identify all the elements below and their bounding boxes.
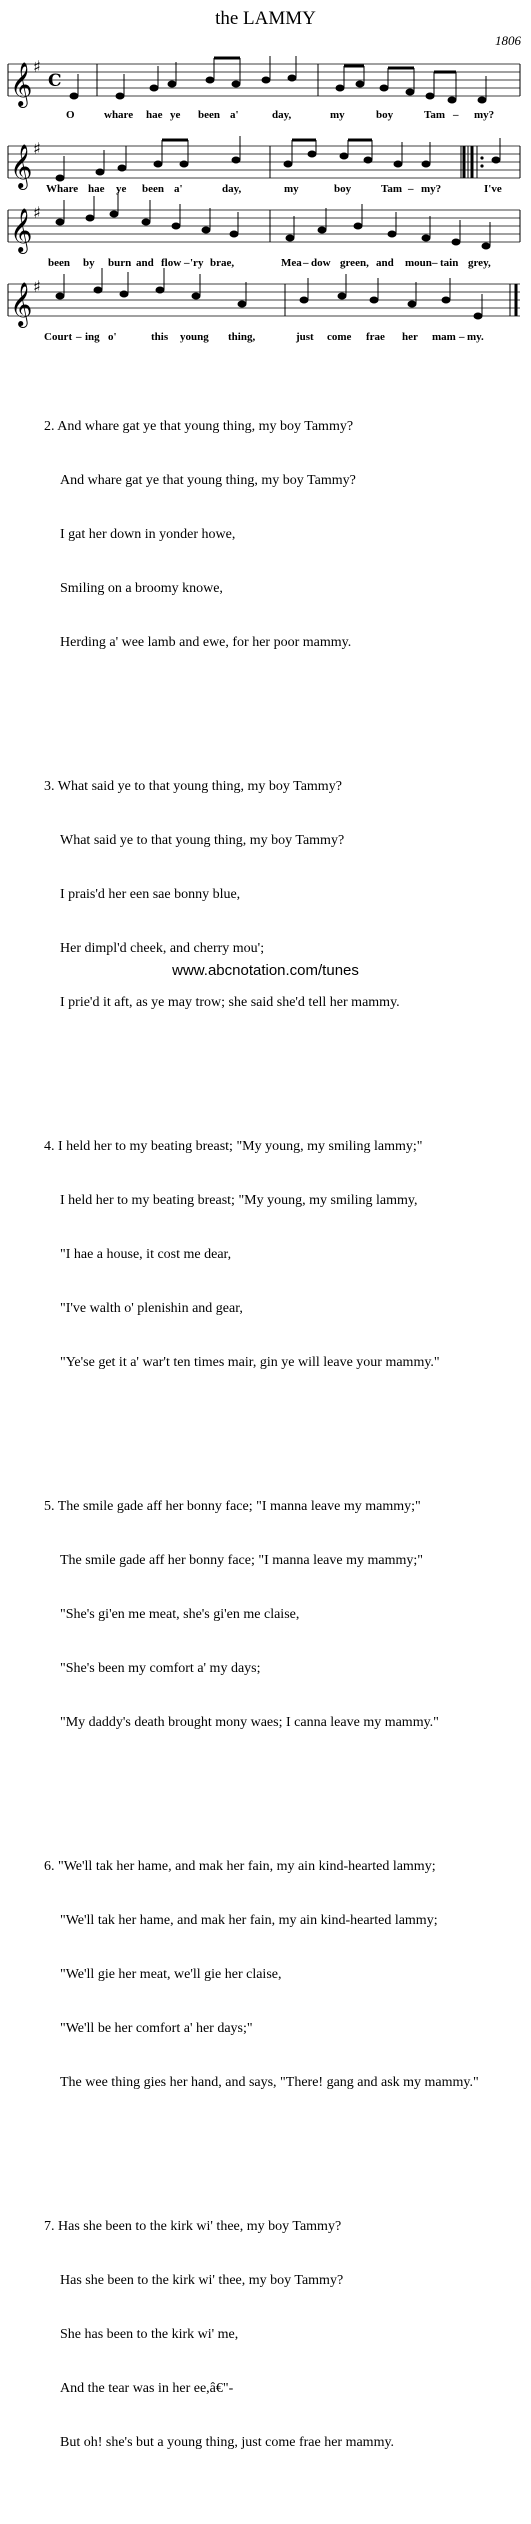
verse-6 <box>44 1822 479 2128</box>
lyric-syllable: and <box>136 257 154 269</box>
verse-7 <box>44 2182 479 2488</box>
treble-clef-icon: 𝄞 <box>10 208 33 252</box>
lyrics-line-2 <box>46 183 502 195</box>
lyric-syllable: Tam <box>424 109 445 121</box>
verse-line: "I've walth o' plenishin and gear, <box>60 1301 243 1316</box>
verse-2 <box>44 382 479 688</box>
verse-line: She has been to the kirk wi' me, <box>60 2327 239 2342</box>
lyric-syllable: 'ry <box>190 257 204 269</box>
verse-line: "We'll gie her meat, we'll gie her claise, <box>60 1967 282 1982</box>
lyric-syllable: and <box>376 257 394 269</box>
verse-line: Has she been to the kirk wi' thee, my boy Tammy? <box>60 2273 344 2288</box>
treble-clef-icon: 𝄞 <box>10 282 33 326</box>
lyric-syllable: – <box>453 109 459 121</box>
music-score <box>0 0 531 343</box>
lyric-syllable: by <box>83 257 95 269</box>
lyric-syllable: – <box>76 331 82 343</box>
lyrics-line-4 <box>44 331 484 343</box>
lyric-syllable: a' <box>174 183 183 195</box>
lyric-syllable: boy <box>334 183 352 195</box>
treble-clef-icon: 𝄞 <box>10 62 33 106</box>
verse-line: "We'll tak her hame, and mak her fain, my ain kind-hearted lammy; <box>60 1913 438 1928</box>
verse-line: "She's gi'en me meat, she's gi'en me claise, <box>60 1607 300 1622</box>
lyric-syllable: been <box>142 183 164 195</box>
lyric-syllable: my? <box>421 183 442 195</box>
lyric-syllable: I've <box>484 183 502 195</box>
sharp-icon: ♯ <box>33 139 41 158</box>
lyric-syllable: mam <box>432 331 456 343</box>
verse-line: 3. What said ye to that young thing, my boy Tammy? <box>44 779 342 794</box>
footer-url[interactable]: www.abcnotation.com/tunes <box>172 962 359 979</box>
lyric-syllable: my <box>284 183 299 195</box>
verse-line: What said ye to that young thing, my boy Tammy? <box>60 833 345 848</box>
verse-line: "I hae a house, it cost me dear, <box>60 1247 232 1262</box>
verse-5 <box>44 1462 479 1768</box>
verse-line: I prais'd her een sae bonny blue, <box>60 887 241 902</box>
sharp-icon: ♯ <box>33 277 41 296</box>
lyric-syllable: her <box>402 331 418 343</box>
verse-line: "We'll be her comfort a' her days;" <box>60 2021 253 2036</box>
verse-4 <box>44 1102 479 1408</box>
sharp-icon: ♯ <box>33 57 41 76</box>
verse-line: But oh! she's but a young thing, just come frae her mammy. <box>60 2435 395 2450</box>
lyric-syllable: a' <box>230 109 239 121</box>
verse-line: I gat her down in yonder howe, <box>60 527 236 542</box>
lyric-syllable: burn <box>108 257 132 269</box>
verse-line: I held her to my beating breast; "My young, my smiling lammy, <box>60 1193 418 1208</box>
lyric-syllable: brae, <box>210 257 235 269</box>
verse-line: Herding a' wee lamb and ewe, for her poor mammy. <box>60 635 352 650</box>
staff-lines <box>8 64 520 316</box>
sharp-icon: ♯ <box>33 203 41 222</box>
lyric-syllable: – <box>408 183 414 195</box>
lyric-syllable: Court <box>44 331 73 343</box>
verse-line: 7. Has she been to the kirk wi' thee, my boy Tammy? <box>44 2219 342 2234</box>
lyric-syllable: my? <box>474 109 495 121</box>
lyric-syllable: my. <box>467 331 484 343</box>
lyric-syllable: ing <box>85 331 100 343</box>
lyric-syllable: green, <box>340 257 369 269</box>
lyric-syllable: whare <box>104 109 134 121</box>
tune-title: the LAMMY <box>215 8 316 29</box>
lyric-syllable: come <box>327 331 352 343</box>
lyric-syllable: thing, <box>228 331 256 343</box>
lyric-syllable: day, <box>222 183 242 195</box>
lyric-syllable: Mea <box>281 257 302 269</box>
lyric-syllable: flow <box>161 257 182 269</box>
lyric-syllable: moun <box>405 257 432 269</box>
verse-line: Smiling on a broomy knowe, <box>60 581 223 596</box>
verse-line: 4. I held her to my beating breast; "My young, my smiling lammy;" <box>44 1139 423 1154</box>
verse-line: 2. And whare gat ye that young thing, my boy Tammy? <box>44 419 354 434</box>
lyric-syllable: boy <box>376 109 394 121</box>
lyric-syllable: Whare <box>46 183 79 195</box>
verse-line: The smile gade aff her bonny face; "I manna leave my mammy;" <box>60 1553 423 1568</box>
verse-line: I prie'd it aft, as ye may trow; she said she'd tell her mammy. <box>60 995 400 1010</box>
lyric-syllable: frae <box>366 331 385 343</box>
verse-line: "She's been my comfort a' my days; <box>60 1661 261 1676</box>
verse-line: "My daddy's death brought mony waes; I canna leave my mammy." <box>60 1715 439 1730</box>
lyric-syllable: my <box>330 109 345 121</box>
verse-line: And whare gat ye that young thing, my boy Tammy? <box>60 473 356 488</box>
verse-line: And the tear was in her ee,â€"- <box>60 2381 234 2396</box>
lyric-syllable: this <box>151 331 169 343</box>
lyrics-line-3 <box>48 257 491 269</box>
lyric-syllable: Tam <box>381 183 402 195</box>
lyric-syllable: been <box>48 257 70 269</box>
lyric-syllable: – <box>459 331 465 343</box>
lyric-syllable: been <box>198 109 220 121</box>
lyrics-line-1 <box>66 109 494 121</box>
verse-line: 5. The smile gade aff her bonny face; "I manna leave my mammy;" <box>44 1499 421 1514</box>
lyric-syllable: ye <box>170 109 181 121</box>
lyric-syllable: young <box>180 331 209 343</box>
lyric-syllable: day, <box>272 109 292 121</box>
lyric-syllable: – <box>184 257 190 269</box>
common-time-icon: C <box>48 71 62 91</box>
treble-clef-icon: 𝄞 <box>10 144 33 188</box>
lyric-syllable: o' <box>108 331 117 343</box>
verse-line: 6. "We'll tak her hame, and mak her fain, my ain kind-hearted lammy; <box>44 1859 436 1874</box>
lyric-syllable: dow <box>311 257 331 269</box>
verses <box>44 346 479 2524</box>
lyric-syllable: tain <box>440 257 459 269</box>
tune-date: 1806 <box>495 33 521 48</box>
lyric-syllable: just <box>296 331 314 343</box>
lyric-syllable: grey, <box>468 257 491 269</box>
lyric-syllable: hae <box>88 183 105 195</box>
verse-3 <box>44 742 479 1048</box>
lyric-syllable: ye <box>116 183 127 195</box>
bar-lines <box>8 64 520 316</box>
verse-line: Her dimpl'd cheek, and cherry mou'; <box>60 941 265 956</box>
lyric-syllable: hae <box>146 109 163 121</box>
lyric-syllable: O <box>66 109 75 121</box>
verse-line: The wee thing gies her hand, and says, "There! gang and ask my mammy." <box>60 2075 479 2090</box>
lyric-syllable: – <box>432 257 438 269</box>
verse-line: "Ye'se get it a' war't ten times mair, gin ye will leave your mammy." <box>60 1355 440 1370</box>
lyric-syllable: – <box>303 257 309 269</box>
